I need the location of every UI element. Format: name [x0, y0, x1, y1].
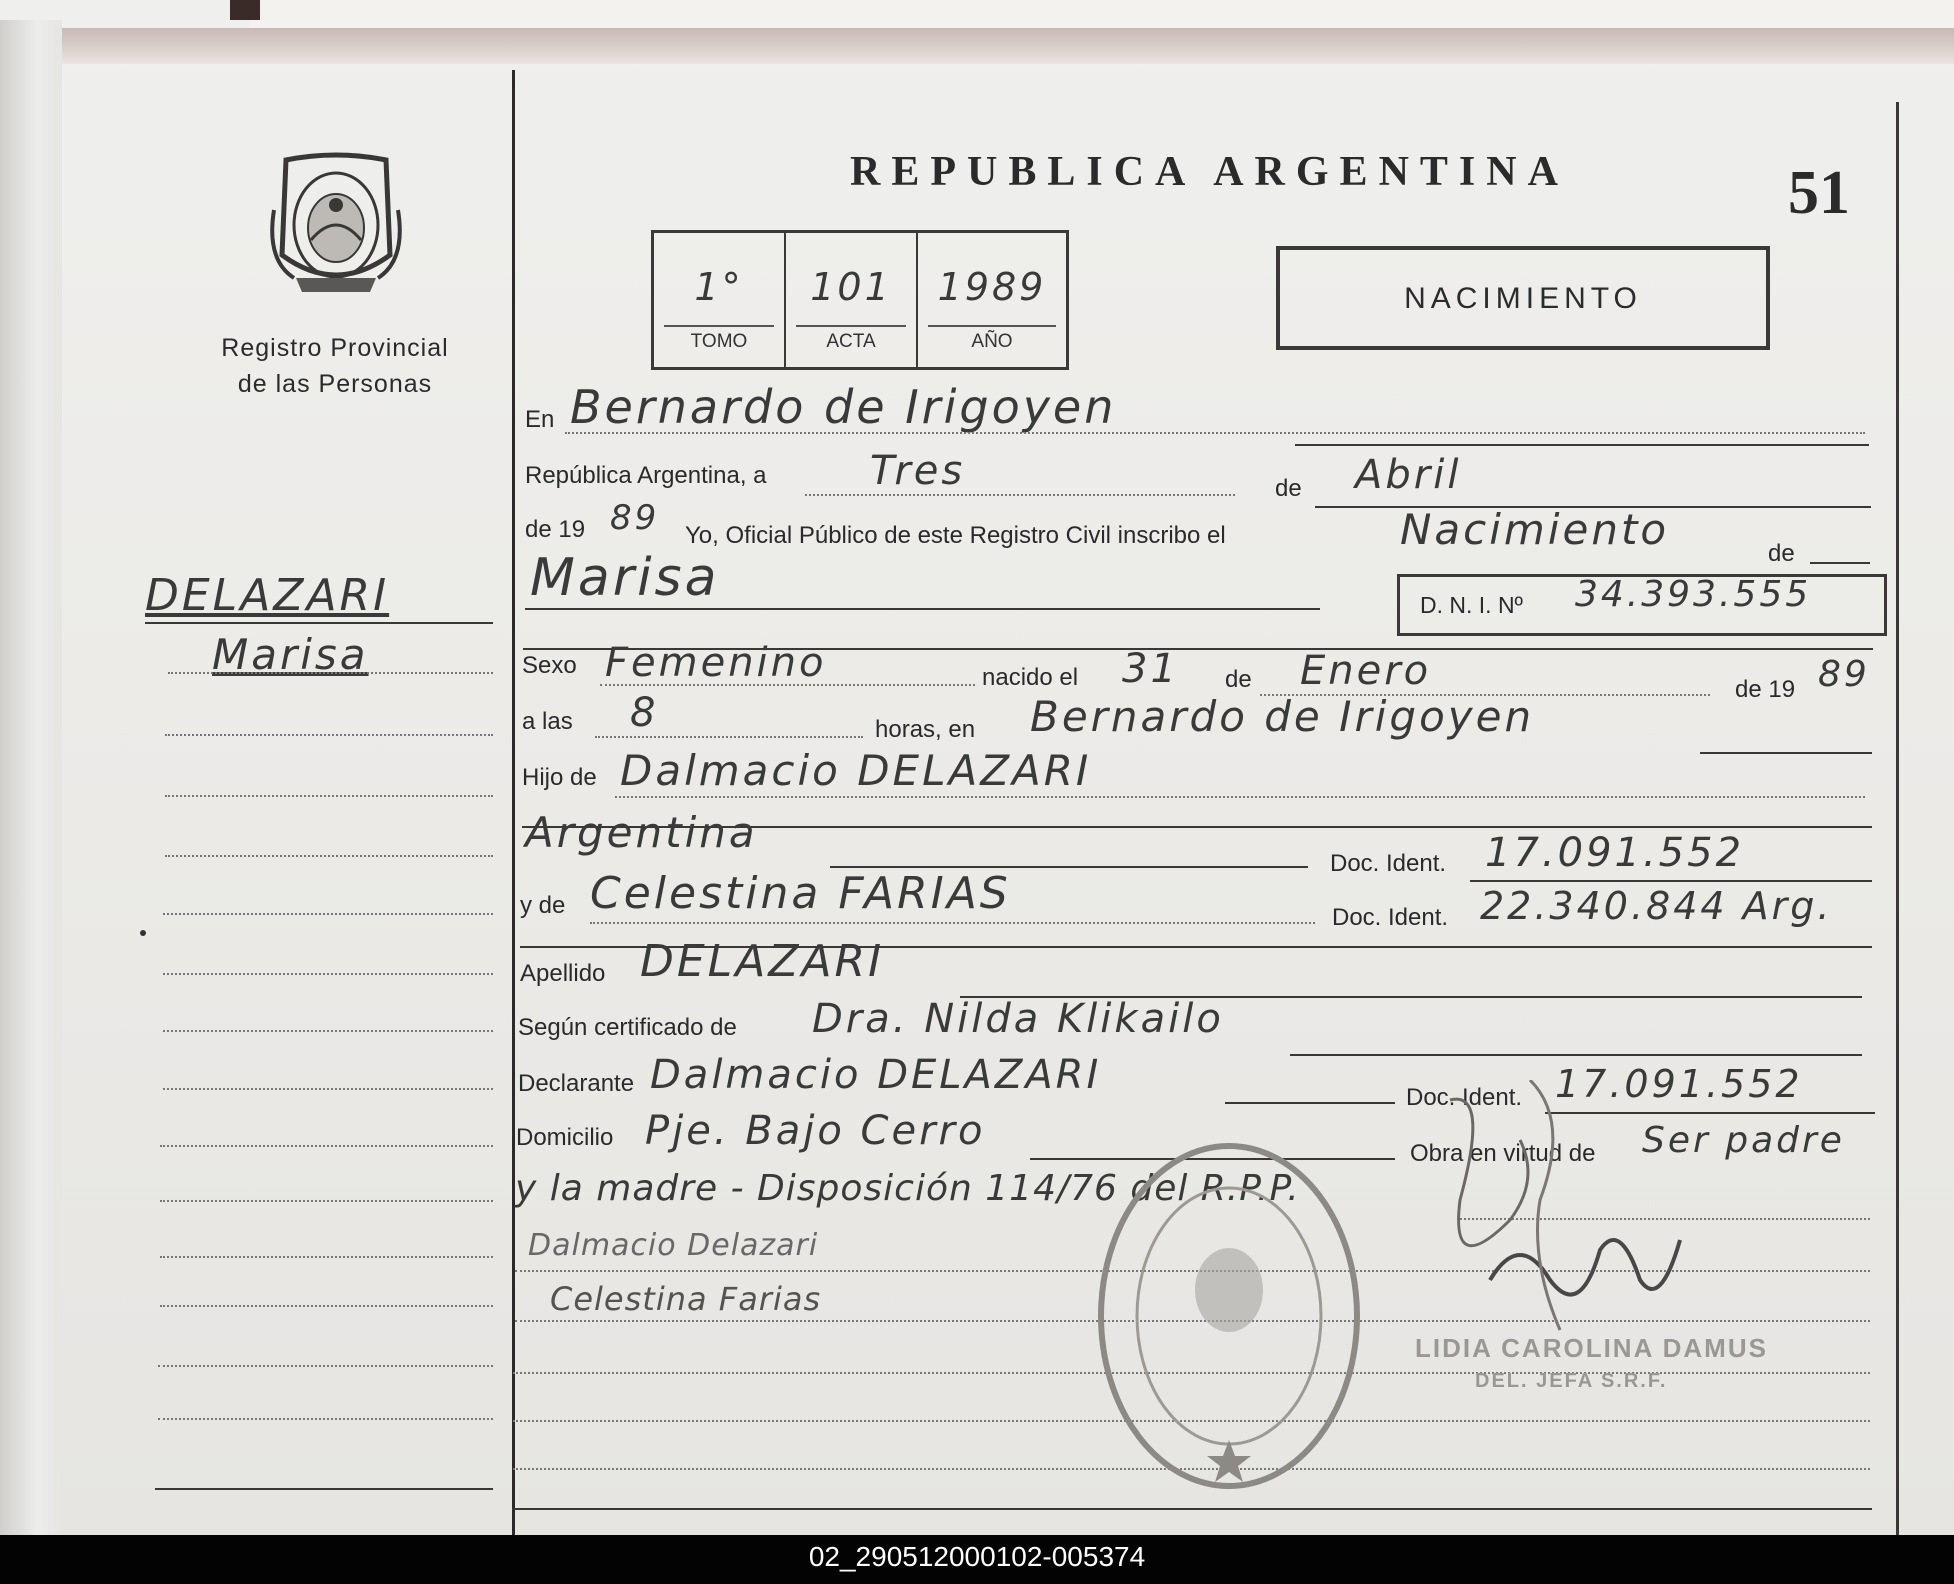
margin-bottom-line — [155, 1488, 493, 1490]
margin-line — [160, 1305, 493, 1307]
ink-dot — [140, 930, 146, 936]
margin-line — [160, 1200, 493, 1202]
dni-label: D. N. I. Nº — [1420, 592, 1523, 618]
de-label-2: de — [1768, 540, 1795, 567]
margin-line — [163, 913, 493, 915]
place-value: Bernardo de Irigoyen — [570, 380, 1117, 434]
declarante-line — [1225, 1102, 1395, 1104]
birth-month-value: Enero — [1300, 648, 1432, 694]
margin-line — [165, 855, 493, 857]
margin-surname: DELAZARI — [145, 570, 390, 621]
margin-line — [163, 1088, 493, 1090]
birth-place-line — [1700, 752, 1872, 754]
apellido-label: Apellido — [520, 960, 606, 987]
official-signature-icon — [1430, 1080, 1770, 1340]
mother-name-value: Celestina FARIAS — [590, 868, 1011, 919]
place-line — [565, 432, 1865, 434]
domicilio-value: Pje. Bajo Cerro — [645, 1108, 986, 1154]
margin-line — [163, 973, 493, 975]
domicilio-label: Domicilio — [516, 1124, 614, 1151]
certificado-line — [1290, 1054, 1862, 1056]
segun-label: Según certificado de — [518, 1014, 737, 1041]
year-suffix: 89 — [610, 498, 660, 538]
birth-place-value: Bernardo de Irigoyen — [1030, 692, 1535, 741]
declarante-label: Declarante — [518, 1070, 635, 1097]
father-name-value: Dalmacio DELAZARI — [620, 746, 1092, 795]
mother-doc-label: Doc. Ident. — [1332, 904, 1449, 931]
father-doc-line — [1470, 880, 1872, 882]
sexo-line — [600, 684, 975, 686]
official-name: LIDIA CAROLINA DAMUS — [1415, 1333, 1768, 1363]
provincial-seal-icon — [266, 150, 406, 300]
registro-label — [190, 330, 480, 402]
sexo-value: Femenino — [605, 640, 827, 686]
de-label: de — [1275, 475, 1302, 502]
act-type-line — [1810, 562, 1870, 564]
mother-line — [590, 922, 1315, 924]
birth-year-suffix: 89 — [1818, 654, 1870, 695]
father-nationality: Argentina — [525, 808, 758, 857]
nacido-label: nacido el — [982, 664, 1079, 691]
declarante-doc-label: Doc. Ident. — [1406, 1084, 1523, 1111]
anio-value: 1989 — [937, 265, 1047, 309]
margin-line — [158, 1418, 493, 1420]
place-line-end — [1295, 444, 1869, 446]
horas-label: horas, en — [875, 716, 976, 743]
month-value: Abril — [1355, 452, 1462, 498]
left-page-edge — [0, 20, 62, 1535]
margin-line — [165, 795, 493, 797]
de-label-3: de — [1225, 666, 1252, 693]
signature-mother: Celestina Farias — [550, 1280, 822, 1318]
tomo-value: 1° — [694, 265, 744, 309]
republica-label: República Argentina, a — [525, 462, 767, 489]
bottom-line — [512, 1508, 1872, 1510]
obra-continuation: y la madre - Disposición 114/76 del R.P.P. — [515, 1168, 1300, 1209]
anio-label: AÑO — [971, 331, 1013, 352]
day-value: Tres — [870, 448, 966, 494]
acta-box — [651, 230, 1069, 370]
page-number: 51 — [1788, 159, 1850, 227]
father-doc-label: Doc. Ident. — [1330, 850, 1447, 877]
image-caption: 02_290512000102-005374 — [808, 1541, 1146, 1572]
margin-line — [160, 1256, 493, 1258]
name-value: Marisa — [530, 548, 720, 608]
mother-doc-value: 22.340.844 Arg. — [1480, 884, 1833, 928]
yde-label: y de — [520, 892, 566, 919]
background-strip — [250, 0, 1954, 28]
registro-line2: de las Personas — [237, 370, 433, 398]
apellido-value: DELAZARI — [640, 936, 885, 987]
alas-label: a las — [522, 708, 573, 735]
signature-father: Dalmacio Delazari — [528, 1228, 819, 1263]
margin-given-name: Marisa — [212, 630, 369, 679]
margin-underline — [145, 622, 493, 624]
sexo-label: Sexo — [522, 652, 577, 679]
acta-value: 101 — [810, 265, 892, 309]
declarante-value: Dalmacio DELAZARI — [650, 1052, 1102, 1098]
official-stamp-icon — [1095, 1140, 1363, 1492]
acta-cell — [786, 233, 916, 367]
nacimiento-label: NACIMIENTO — [1404, 282, 1642, 315]
de19-label: de 19 — [1735, 676, 1796, 703]
act-type-value: Nacimiento — [1400, 505, 1670, 554]
father-line — [615, 796, 1865, 798]
official-title: DEL. JEFA S.R.F. — [1475, 1370, 1668, 1392]
day-line — [805, 494, 1235, 496]
book-spine — [230, 0, 260, 20]
margin-line — [165, 734, 493, 736]
obra-label: Obra en virtud de — [1410, 1140, 1596, 1167]
tomo-cell — [654, 233, 784, 367]
anio-cell — [918, 233, 1066, 367]
birth-day-value: 31 — [1122, 646, 1179, 692]
hour-value: 8 — [630, 690, 659, 736]
acta-label: ACTA — [826, 331, 876, 352]
hour-line — [595, 736, 863, 738]
oficial-text: Yo, Oficial Público de este Registro Civil inscribo el — [685, 522, 1226, 549]
margin-line — [163, 1030, 493, 1032]
en-label: En — [525, 406, 555, 433]
hijo-label: Hijo de — [522, 764, 597, 791]
margin-line — [168, 672, 493, 674]
right-border — [1896, 102, 1899, 1535]
paper-edge — [60, 28, 1954, 64]
margin-divider — [512, 70, 515, 1535]
registro-line1: Registro Provincial — [221, 334, 449, 362]
document-title: REPUBLICA ARGENTINA — [850, 149, 1569, 195]
dni-value: 34.393.555 — [1575, 574, 1812, 615]
year-prefix: de 19 — [525, 516, 586, 543]
tomo-label: TOMO — [690, 331, 748, 352]
margin-line — [158, 1365, 493, 1367]
margin-line — [160, 1145, 493, 1147]
certificado-value: Dra. Nilda Klikailo — [812, 996, 1224, 1042]
name-line — [525, 608, 1320, 610]
obra-value: Ser padre — [1642, 1120, 1845, 1161]
declarante-doc-value: 17.091.552 — [1555, 1062, 1803, 1106]
father-doc-value: 17.091.552 — [1485, 830, 1745, 876]
